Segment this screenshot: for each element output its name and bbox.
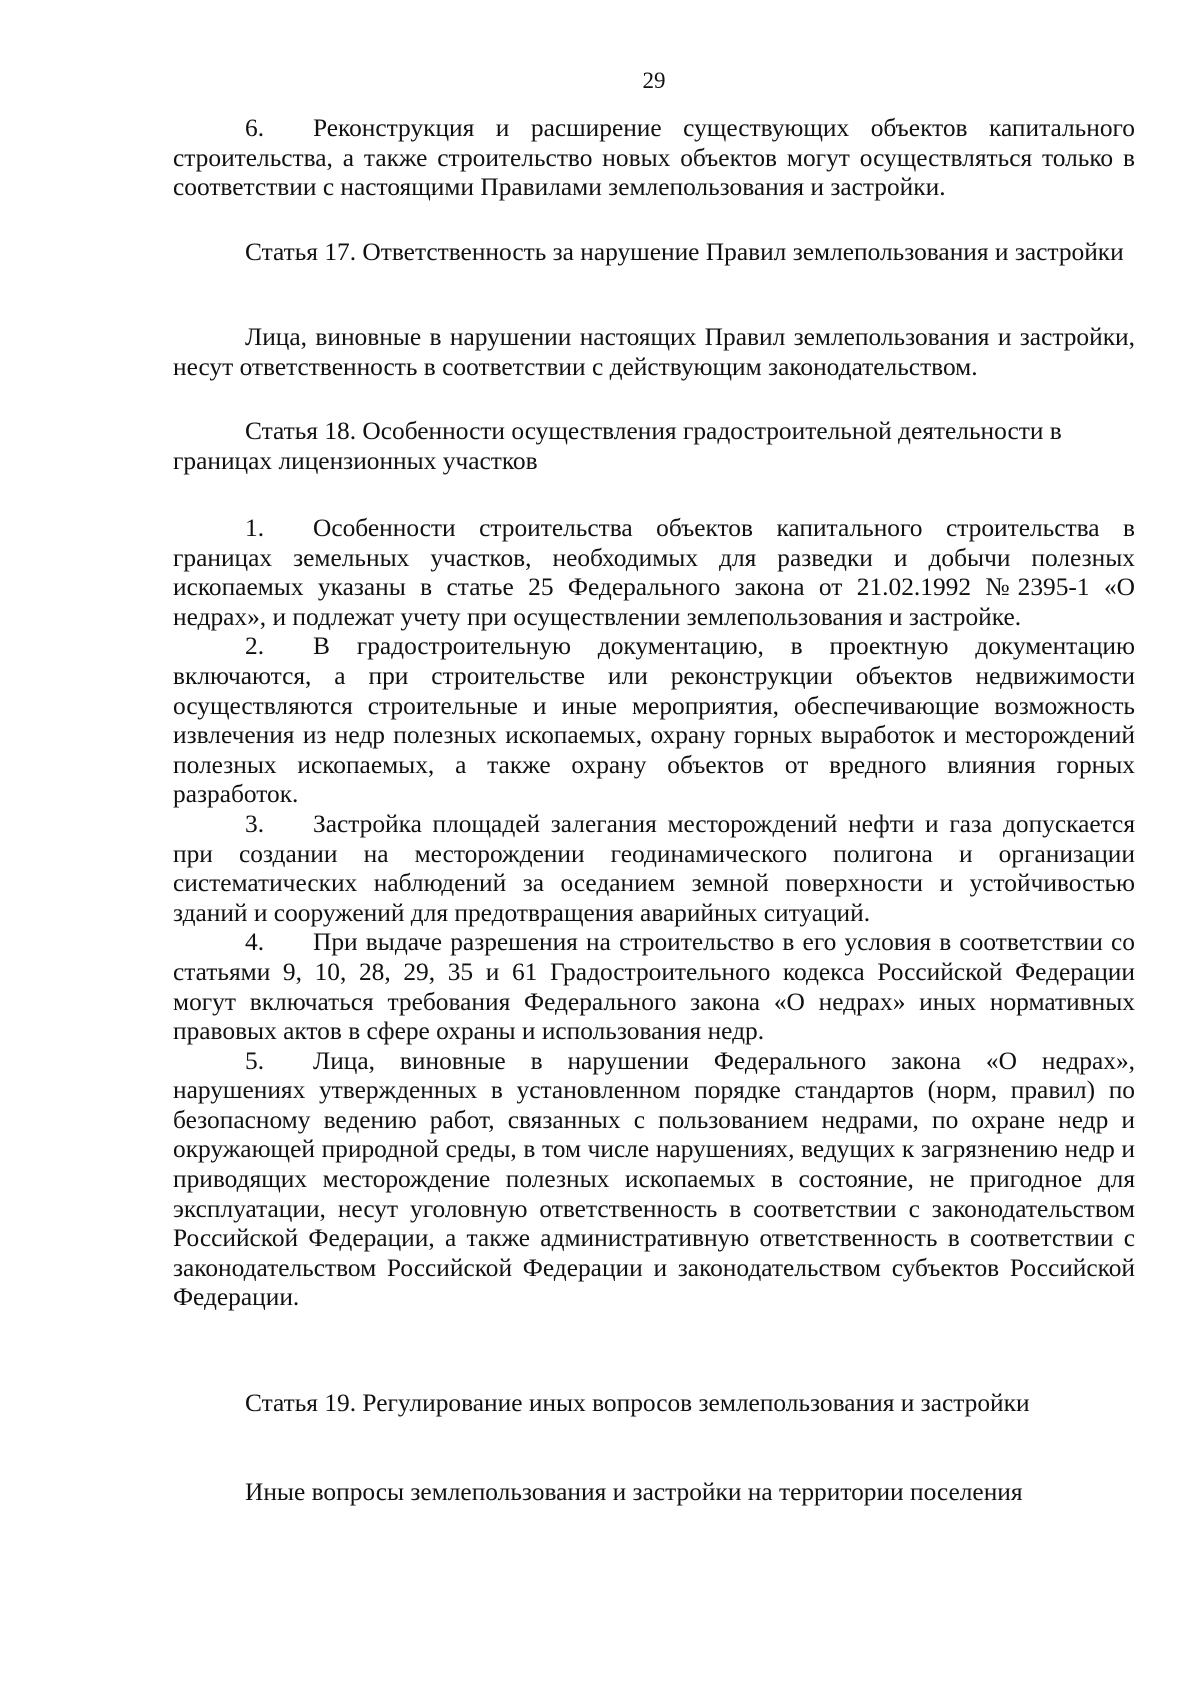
article-19-text: Иные вопросы землепользования и застройки на территории поселения: [245, 1478, 1023, 1506]
article-17-text: Лица, виновные в нарушении настоящих Правил землепользования и застройки, несут ответственность в соответствии с действующим законодательством.: [173, 323, 1135, 381]
list-item: 3. Застройка площадей залегания месторождений нефти и газа допускается при создании на месторождении геодинамического полигона и организации систематических наблюдений за оседанием земной поверхности и устойчивостью зданий и сооружений для предотвращения аварийных ситуаций.: [173, 809, 1135, 927]
list-item: 5. Лица, виновные в нарушении Федерального закона «О недрах», нарушениях утвержденных в установленном порядке стандартов (норм, правил) по безопасному ведению работ, связанных с пользованием недрами, по охране недр и окружающей природной среды, в том числе нарушениях, ведущих к загрязнению недр и приводящих месторождение полезных ископаемых в состояние, не пригодное для эксплуатации, несут уголовную ответственность в соответствии с законодательством Российской Федерации, а также административную ответственность в соответствии с законодательством Российской Федерации и законодательством субъектов Российской Федерации.: [173, 1046, 1135, 1312]
page-number: 29: [642, 68, 666, 93]
article-17-title: Статья 17. Ответственность за нарушение Правил землепользования и застройки: [245, 238, 1124, 266]
paragraph-6: [173, 114, 1135, 203]
document-page: [173, 0, 1135, 1697]
article-18-title: Статья 18. Особенности осуществления градостроительной деятельности в границах лицензионных участков: [173, 417, 1062, 475]
article-19-title: Статья 19. Регулирование иных вопросов землепользования и застройки: [245, 1389, 1030, 1417]
list-item: 2. В градостроительную документацию, в проектную документацию включаются, а при строительстве или реконструкции объектов недвижимости осуществляются строительные и иные мероприятия, обеспечивающие возможность извлечения из недр полезных ископаемых, охрану горных выработок и месторождений полезных ископаемых, а также охрану объектов от вредного влияния горных разработок.: [173, 632, 1135, 809]
list-item: 1. Особенности строительства объектов капитального строительства в границах земельных участков, необходимых для разведки и добычи полезных ископаемых указаны в статье 25 Федерального закона от 21.02.1992 №2395-1 «О недрах», и подлежат учету при осуществлении землепользования и застройке.: [173, 514, 1135, 631]
article-18-items: [173, 514, 1135, 1313]
paragraph-6-text: Реконструкция и расширение существующих объектов капитального строительства, а также строительство новых объектов могут осуществляться только в соответствии с настоящими Правилами землепользования и застройки.: [173, 114, 1135, 202]
paragraph-6-number: 6.: [245, 114, 265, 142]
list-item: 4. При выдаче разрешения на строительство в его условия в соответствии со статьями 9, 10, 28, 29, 35 и 61 Градостроительного кодекса Российской Федерации могут включаться требования Федерального закона «О недрах» иных нормативных правовых актов в сфере охраны и использования недр.: [173, 928, 1135, 1046]
